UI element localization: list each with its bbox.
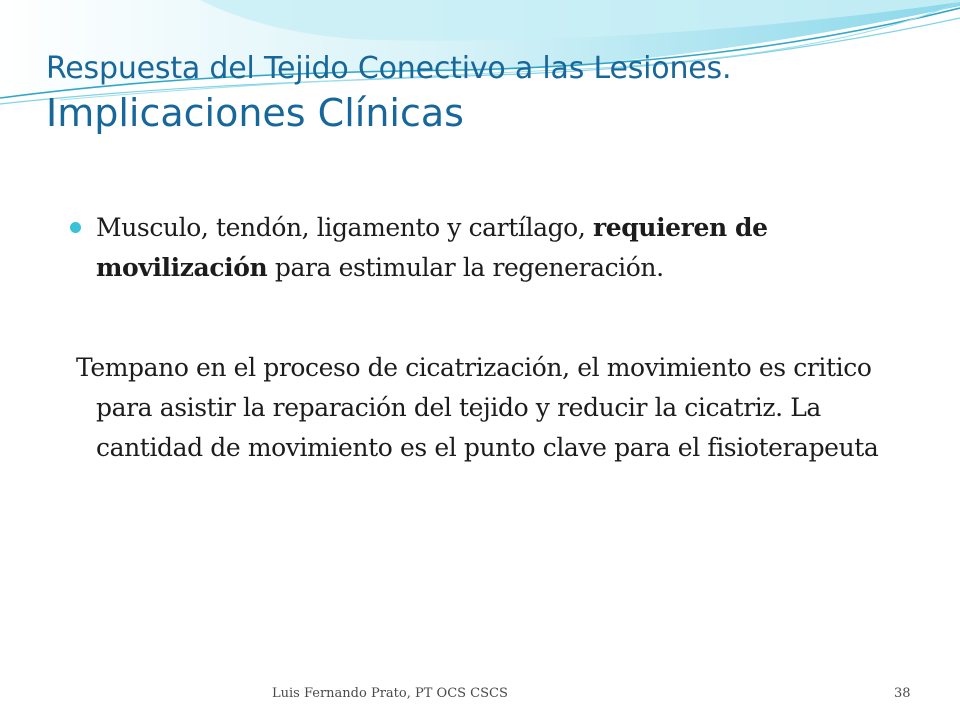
footer-author: Luis Fernando Prato, PT OCS CSCS (272, 686, 508, 701)
slide-title (46, 50, 926, 138)
bullet-bold-text-2: movilización (96, 253, 268, 282)
body-paragraph: Tempano en el proceso de cicatrización, el movimiento es critico para asistir la reparación del tejido y reducir la cicatriz. La cantidad de movimiento es el punto clave para el fisioterapeuta (76, 353, 879, 462)
bullet-item (70, 208, 910, 288)
slide-number: 38 (894, 686, 911, 701)
bullet-text (96, 208, 910, 288)
bullet-bold-text: requieren de (592, 213, 768, 242)
title-line-2: Implicaciones Clínicas (46, 91, 464, 135)
title-line-1: Respuesta del Tejido Conectivo a las Lesiones. (46, 51, 732, 86)
bullet-text-part: Musculo, tendón, ligamento y cartílago, (96, 213, 593, 242)
bullet-dot-icon (70, 222, 81, 233)
bullet-text-end: para estimular la regeneración. (267, 253, 664, 282)
slide-body (70, 208, 910, 468)
